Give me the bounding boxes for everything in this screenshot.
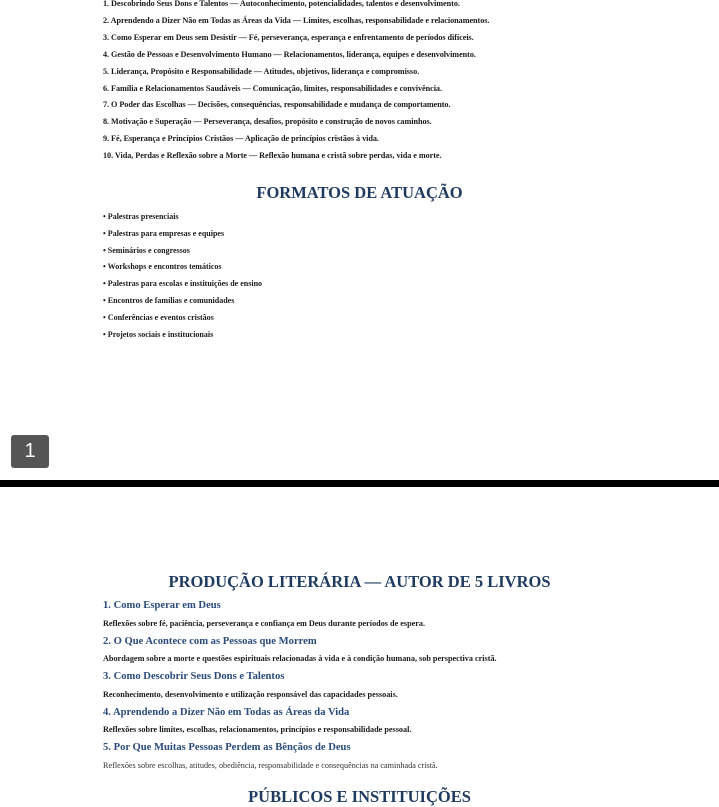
topic-item: 9. Fé, Esperança e Princípios Cristãos — Aplicação de princípios cristãos à vida. bbox=[103, 134, 379, 144]
book-title: 5. Por Que Muitas Pessoas Perdem as Bênçãos de Deus bbox=[103, 742, 351, 753]
formats-list bbox=[103, 209, 262, 343]
book-description: Reflexões sobre fé, paciência, perseverança e confiança em Deus durante períodos de espera. bbox=[103, 618, 426, 628]
book-title: 1. Como Esperar em Deus bbox=[103, 600, 221, 611]
production-heading: PRODUÇÃO LITERÁRIA — AUTOR DE 5 LIVROS bbox=[168, 572, 551, 591]
book-title: 2. O Que Acontece com as Pessoas que Morrem bbox=[103, 635, 317, 647]
topics-list bbox=[103, 0, 489, 165]
format-item: • Palestras para escolas e instituições de ensino bbox=[103, 279, 263, 289]
format-item: • Projetos sociais e institucionais bbox=[103, 329, 214, 339]
book-description: Reflexões sobre escolhas, atitudes, obediência, responsabilidade e consequências na caminhada cristã. bbox=[103, 760, 438, 770]
topic-item: 10. Vida, Perdas e Reflexão sobre a Morte — Reflexão humana e cristã sobre perdas, vida e morte. bbox=[103, 151, 442, 161]
books-list bbox=[103, 597, 497, 775]
topic-item: 7. O Poder das Escolhas — Decisões, consequências, responsabilidade e mudança de comportamento. bbox=[103, 100, 451, 110]
page-separator bbox=[0, 480, 719, 487]
document-page-2 bbox=[0, 487, 719, 806]
format-item: • Palestras para empresas e equipes bbox=[103, 228, 225, 238]
topic-item: 8. Motivação e Superação — Perseverança, desafios, propósito e construção de novos caminhos. bbox=[103, 117, 432, 127]
publics-heading: PÚBLICOS E INSTITUIÇÕES bbox=[248, 787, 471, 806]
topic-item: 5. Liderança, Propósito e Responsabilidade — Atitudes, objetivos, liderança e compromisso. bbox=[103, 66, 420, 76]
book-description: Abordagem sobre a morte e questões espirituais relacionadas à vida e à condição humana, sob perspectiva cristã. bbox=[103, 654, 497, 663]
topic-item: 2. Aprendendo a Dizer Não em Todas as Áreas da Vida — Limites, escolhas, responsabilidade e relacionamentos. bbox=[103, 15, 490, 25]
topic-item: 4. Gestão de Pessoas e Desenvolvimento Humano — Relacionamentos, liderança, equipes e desenvolvimento. bbox=[103, 49, 476, 59]
book-title: 3. Como Descobrir Seus Dons e Talentos bbox=[103, 671, 285, 682]
format-item: • Encontros de famílias e comunidades bbox=[103, 295, 235, 305]
page-number-badge: 1 bbox=[11, 435, 49, 468]
book-description: Reconhecimento, desenvolvimento e utilização responsável das capacidades pessoais. bbox=[103, 689, 398, 699]
book-description: Reflexões sobre limites, escolhas, relacionamentos, princípios e responsabilidade pessoal. bbox=[103, 725, 412, 734]
book-title: 4. Aprendendo a Dizer Não em Todas as Áreas da Vida bbox=[103, 706, 350, 718]
format-item: • Conferências e eventos cristãos bbox=[103, 312, 214, 322]
topic-item: 6. Família e Relacionamentos Saudáveis — Comunicação, limites, responsabilidades e convivência. bbox=[103, 83, 442, 93]
topic-item: 3. Como Esperar em Deus sem Desistir — Fé, perseverança, esperança e enfrentamento de períodos difíceis. bbox=[103, 32, 474, 42]
topic-item: 1. Descobrindo Seus Dons e Talentos — Autoconhecimento, potencialidades, talentos e desenvolvimento. bbox=[103, 0, 460, 8]
format-item: • Seminários e congressos bbox=[103, 245, 190, 255]
formats-heading: FORMATOS DE ATUAÇÃO bbox=[256, 183, 463, 202]
format-item: • Palestras presenciais bbox=[103, 212, 179, 221]
format-item: • Workshops e encontros temáticos bbox=[103, 262, 222, 272]
